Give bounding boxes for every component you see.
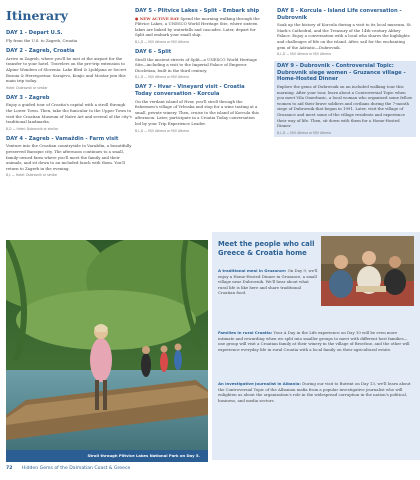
day-heading: DAY 2 - Zagreb, Croatia <box>6 48 75 55</box>
day-meals-hotel: B,L,D — M/V Athena or M/V Athena <box>277 130 332 135</box>
day-description-text: Spend the morning walking through the Plitvice Lakes, a UNESCO World Heritage Site, where sixteen lakes are linked by waterfalls and cascades. Later, depart for Split and embark your small ship. <box>135 15 260 38</box>
meet-item-lead: Families in rural Croatia: <box>218 330 273 335</box>
day-heading: DAY 9 - Dubrovnik - Controversial Topic: Dubrovnik siege women - Gruzance village - Home-Hosted Dinner <box>277 63 406 83</box>
day-heading: DAY 8 - Korcula - Island Life conversation - Dubrovnik <box>277 8 402 21</box>
meet-item-text: During our visit to Butrint on Day 13, we'll learn about the Controversial Topic of the Albanian mafia from a popular investigative journalist who will enlighten us about the organization's role in the widespread corruption in the nation's political, business, and media sectors. <box>218 381 411 403</box>
itinerary-day <box>6 48 132 90</box>
day-meals-hotel: B,D — Hotel: Dubrovnik or similar <box>6 126 59 131</box>
day-meals-hotel: B,L,D — M/V Athena or M/V Athena <box>277 52 332 57</box>
plitvice-lakes-photo <box>6 240 208 462</box>
itinerary-day <box>6 136 132 178</box>
day-description: Fly from the U.S. to Zagreb, Croatia <box>6 37 78 43</box>
day-description: Stroll the ancient streets of Split—a UNESCO World Heritage Site—including a visit to the Imperial Palace of Emperor Diocletian, built in the third century. <box>135 56 258 73</box>
new-active-day-flag: ● NEW ACTIVE DAY <box>135 15 180 21</box>
meet-item <box>218 268 318 296</box>
day-meals-hotel: Hotel: Dubrovnik or similar <box>6 85 48 90</box>
day-heading: DAY 5 - Plitvice Lakes - Split - Embark ship <box>135 8 260 14</box>
day-description: On the verdant island of Hvar, you'll stroll through the fishermen's village of Vrboska and stop for a wine tasting at a small, private winery. Then, cruise to the island of Korcula this afternoon. Later, participate in a Croatia Today conversation led by your Trip Experience Leader. <box>135 98 259 126</box>
day-heading: DAY 4 - Zagreb - Vamaždin - Farm visit <box>6 135 119 142</box>
itinerary-day-highlighted <box>274 61 416 137</box>
day-heading: DAY 3 - Zagreb <box>6 94 50 101</box>
plitvice-lakes-illustration <box>6 240 208 462</box>
itinerary-column-1 <box>6 30 132 182</box>
day-description: Enjoy a guided tour of Croatia's capital with a stroll through the Lower Town. Then, take the funicular to the Upper Town to visit the Croatian Museum of Naïve Art and several of the city's traditional landmarks. <box>6 102 132 125</box>
itinerary-day <box>277 8 413 56</box>
day-description <box>135 16 261 38</box>
day-heading: DAY 1 - Depart U.S. <box>6 30 63 36</box>
day-meals-hotel: B,L,D — M/V Athena or M/V Athena <box>135 39 190 44</box>
itinerary-day <box>6 30 132 43</box>
footer-title: Hidden Gems of the Dalmatian Coast & Greece <box>21 466 131 471</box>
itinerary-day <box>135 8 261 44</box>
day-meals-hotel: B,L,D — M/V Athena or M/V Athena <box>135 75 190 80</box>
meet-item-text: Your A Day in the Life experience on Day 10 will be even more intimate and rewarding when we split into smaller groups to meet with different host families—one group will visit a Croatian family at their winery in the village of Brsečine, and the other will experience everyday life in rural Croatia with a local family on their agricultural estate. <box>218 330 410 352</box>
meet-title: Meet the people who call Greece & Croatia home <box>218 240 315 257</box>
people-illustration <box>321 236 414 306</box>
people-photo <box>321 236 414 306</box>
meet-item-lead: A traditional meal in Gruzance: <box>218 268 287 273</box>
meet-item <box>218 381 414 403</box>
itinerary-column-3 <box>277 8 413 142</box>
day-description: Soak up the history of Korcula during a visit to its local museum, St. Mark's Cathedral, and the Treasury of the 14th-century Abbey Palace. Enjoy a conversation with a local who shares the highlights and challenges of life on the island. After, sail for the enchanting gem of the Adriatic—Dubrovnik. <box>277 22 412 50</box>
day-description: Explore the gems of Dubrovnik on an included walking tour this morning. After your tour, learn about a Controversial Topic when you meet Vila Omerbasic, a local woman who organized some fellow women to aid their brave soldiers and civilians during the 7-month siege of Dubrovnik that began in 1991. Later, visit the village of Gruzance and meet some of the village residents and experience their way of life. Then, sit down with them for a Home-Hosted Dinner. <box>277 83 413 129</box>
page-footer <box>6 466 130 471</box>
itinerary-day <box>135 84 261 132</box>
itinerary-column-2 <box>135 8 261 138</box>
photo-caption: Stroll through Plitvice Lakes National Park on Day 5. <box>6 450 208 462</box>
day-description: Arrive in Zagreb, where you'll be met at the airport for the transfer to your hotel. Travelers on the pre-trip extension to Alpine Wonders of Slovenia: Lake Bled & Ljubljana or Secret Bosnia & Herzegovina: Sarajevo, Konjic and Mostar join this main trip today. <box>6 55 127 84</box>
meet-item-lead: An investigative journalist in Albania: <box>218 381 301 386</box>
meet-item-text: On Day 9, we'll enjoy a Home-Hosted Dinner in Gruzance, a small village near Dubrovnik. We'll hear about what rural life is like here and share traditional Croatian food. <box>218 268 318 296</box>
itinerary-day <box>135 49 261 79</box>
day-heading: DAY 7 - Hvar - Vineyard visit - Croatia Today conversation - Korcula <box>135 84 245 97</box>
day-heading: DAY 6 - Split <box>135 48 172 55</box>
itinerary-day <box>6 95 132 131</box>
meet-item <box>218 330 414 352</box>
day-meals-hotel: B,L — Hotel: Dubrovnik or similar <box>6 173 58 178</box>
page-number: 72 <box>6 466 13 471</box>
day-meals-hotel: B,L,D — M/V Athena or M/V Athena <box>135 128 190 133</box>
day-description: Venture into the Croatian countryside to Varaždin, a beautifully preserved Baroque city. The afternoon continues to a small, family-owned farm where you'll meet the family and their animals, and sit down to an included lunch with them. You'll return to Zagreb in the evening. <box>6 143 132 171</box>
page-title: Itinerary <box>6 8 68 23</box>
